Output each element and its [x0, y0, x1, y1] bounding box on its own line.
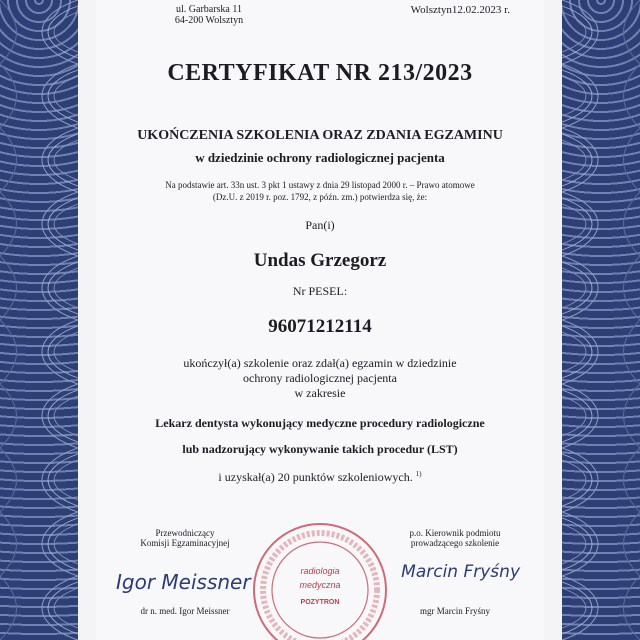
- heading-exam: UKOŃCZENIA SZKOLENIA ORAZ ZDANIA EGZAMINU: [137, 128, 503, 143]
- footnote-mark: 1): [415, 470, 422, 478]
- pesel-label: Nr PESEL:: [292, 284, 348, 298]
- certificate-title: CERTYFIKAT NR 213/2023: [167, 60, 473, 86]
- signature-block-right: [380, 528, 530, 548]
- pesel-number: 96071212114: [268, 316, 372, 337]
- signature-block-left: [110, 528, 260, 548]
- left-role-line1: Przewodniczący: [155, 528, 215, 538]
- pan-label: Pan(i): [305, 218, 335, 232]
- guilloche-border-right: [562, 0, 640, 640]
- stamp-line3: POZYTRON: [300, 599, 340, 606]
- body-line3: w zakresie: [294, 386, 346, 400]
- left-handwritten-signature: Igor Meissner: [116, 570, 251, 594]
- issuer-address: [154, 4, 264, 26]
- guilloche-border-left: [0, 0, 78, 640]
- scope-line1: Lekarz dentysta wykonujący medyczne procedury radiologiczne: [155, 416, 485, 430]
- right-role-line1: p.o. Kierownik podmiotu: [409, 528, 501, 538]
- right-signer-name: mgr Marcin Fryśny: [420, 606, 490, 616]
- right-role-line2: prowadzącego szkolenie: [410, 538, 500, 548]
- points-text: i uzyskał(a) 20 punktów szkoleniowych.: [218, 470, 413, 484]
- scope-line2: lub nadzorujący wykonywanie takich procedur (LST): [182, 442, 458, 456]
- left-signer-name: dr n. med. Igor Meissner: [140, 606, 230, 616]
- legal-basis-line1: Na podstawie art. 33n ust. 3 pkt 1 ustawy z dnia 29 listopad 2000 r. – Prawo atomowe: [165, 180, 475, 190]
- stamp-line2: medyczna: [299, 580, 341, 590]
- body-line1: ukończył(a) szkolenie oraz zdał(a) egzamin w dziedzinie: [183, 356, 457, 370]
- official-stamp: [246, 516, 394, 640]
- issuer-street: ul. Garbarska 11: [176, 4, 242, 15]
- stamp-line1: radiologia: [300, 566, 340, 576]
- place-date: Wolsztyn12.02.2023 r.: [410, 4, 510, 16]
- body-line2: ochrony radiologicznej pacjenta: [243, 371, 397, 385]
- issuer-city: 64-200 Wolsztyn: [174, 15, 244, 26]
- legal-basis-line2: (Dz.U. z 2019 r. poz. 1792, z późn. zm.) potwierdza się, że:: [212, 192, 428, 202]
- points-line: [96, 470, 544, 485]
- left-role-line2: Komisji Egzaminacyjnej: [140, 538, 230, 548]
- right-handwritten-signature: Marcin Fryśny: [401, 562, 520, 582]
- recipient-name: Undas Grzegorz: [253, 250, 387, 271]
- heading-field: w dziedzinie ochrony radiologicznej pacjenta: [195, 150, 445, 165]
- certificate-body: [96, 0, 544, 640]
